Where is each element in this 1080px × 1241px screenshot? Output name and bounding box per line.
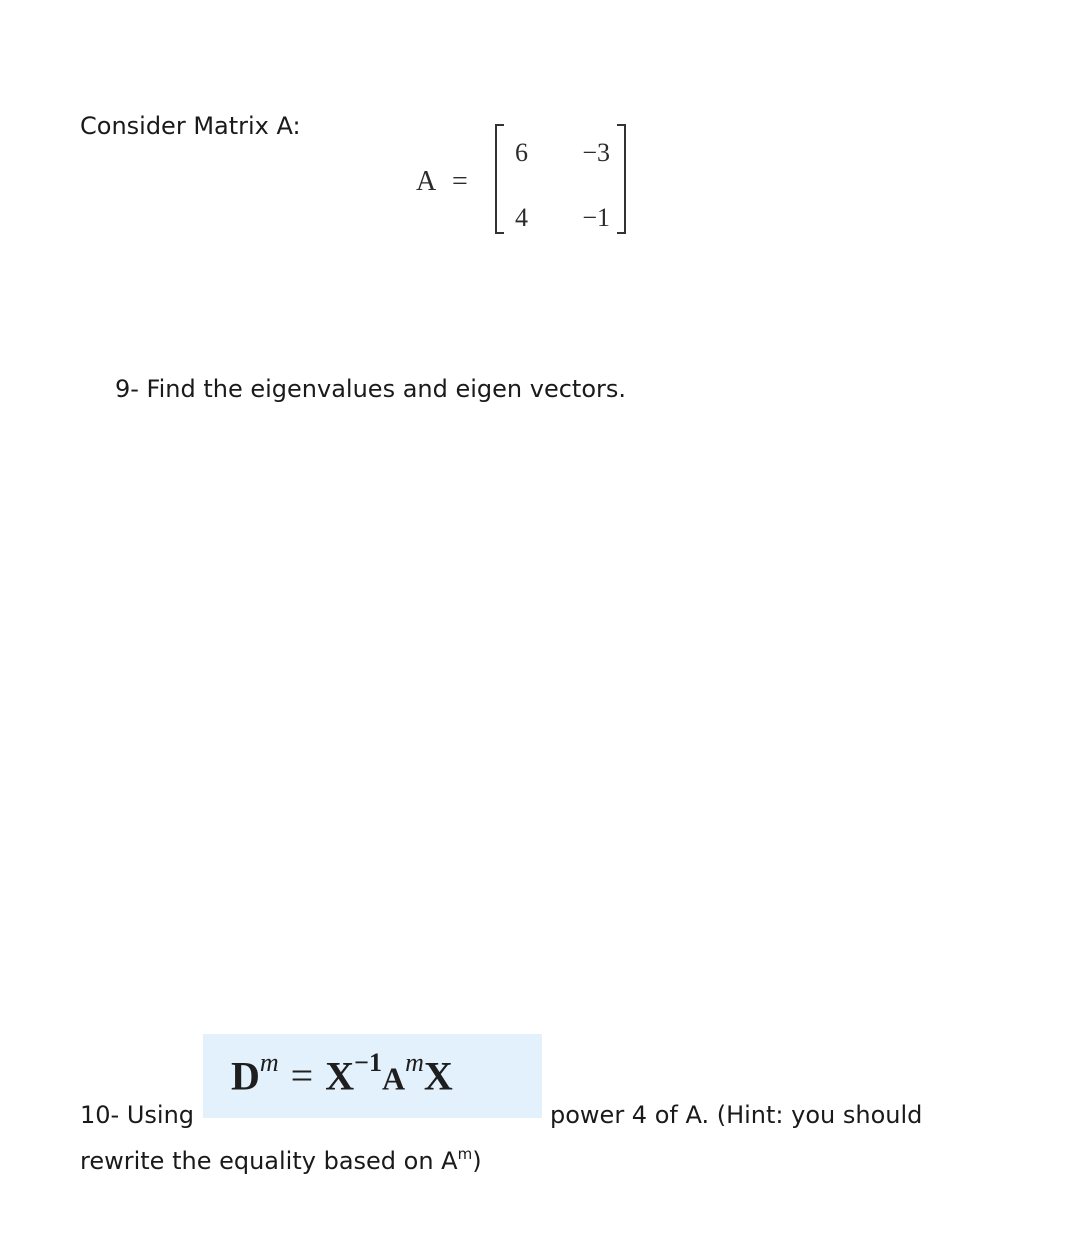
intro-text: Consider Matrix A:	[80, 112, 301, 140]
question-10-line2	[80, 1145, 482, 1175]
question-10-line2-close: )	[472, 1147, 482, 1175]
formula-x2: X	[423, 1053, 453, 1099]
question-10-line2-text: rewrite the equality based on A	[80, 1147, 458, 1175]
formula-a-exp: m	[405, 1048, 424, 1077]
matrix-a	[410, 120, 640, 250]
question-10-prefix: 10- Using	[80, 1101, 195, 1129]
formula-x1: X	[325, 1053, 355, 1099]
question-10-suffix: power 4 of A. (Hint: you should	[550, 1101, 923, 1129]
formula-d: D	[231, 1053, 260, 1099]
matrix-cell-r2c1: 4	[515, 203, 528, 232]
right-bracket	[617, 124, 626, 234]
formula-d-exp: m	[259, 1048, 279, 1077]
formula-x1-exp: −1	[354, 1048, 382, 1077]
question-9: 9- Find the eigenvalues and eigen vectors.	[115, 375, 627, 403]
matrix-equals: =	[452, 166, 468, 197]
formula-equals: =	[290, 1053, 314, 1099]
formula-box	[203, 1034, 542, 1118]
matrix-name: A	[416, 166, 437, 197]
matrix-cell-r1c2: −3	[582, 138, 610, 167]
matrix-cell-r1c1: 6	[515, 138, 528, 167]
formula-a: A	[381, 1060, 406, 1097]
diagonalization-formula	[231, 1048, 453, 1099]
matrix-cell-r2c2: −1	[582, 203, 610, 232]
question-10-line2-sup: m	[457, 1145, 473, 1163]
